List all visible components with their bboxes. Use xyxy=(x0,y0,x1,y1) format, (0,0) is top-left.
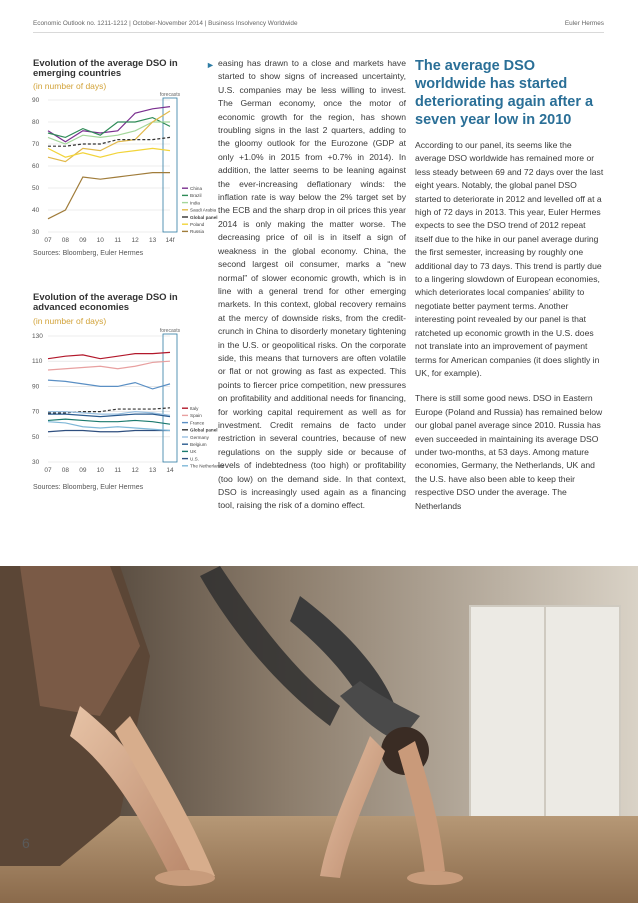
yoga-photo xyxy=(0,566,638,903)
legend-label: Brazil xyxy=(190,193,202,199)
legend-label: Saudi Arabia xyxy=(190,207,217,213)
y-tick-label: 130 xyxy=(32,333,43,340)
chart2-subtitle: (in number of days) xyxy=(33,316,107,326)
y-tick-label: 30 xyxy=(32,229,40,236)
legend-label: Poland xyxy=(190,222,205,227)
y-tick-label: 90 xyxy=(32,383,40,391)
x-tick-label: 08 xyxy=(61,237,70,244)
y-tick-label: 30 xyxy=(32,459,40,466)
chart1-subtitle: (in number of days) xyxy=(33,81,107,91)
x-tick-label: 09 xyxy=(79,237,87,244)
x-tick-label: 07 xyxy=(44,237,52,244)
y-tick-label: 50 xyxy=(32,433,40,441)
legend-label: Germany xyxy=(190,434,209,440)
legend-label: Spain xyxy=(190,413,202,419)
legend-label: Global panel xyxy=(190,427,218,433)
forecast-label: forecasts xyxy=(159,328,181,334)
header-divider xyxy=(33,32,604,33)
x-tick-label: 09 xyxy=(79,467,87,474)
series-line xyxy=(48,412,170,416)
series-line xyxy=(48,118,170,138)
x-tick-label: 11 xyxy=(114,237,122,244)
page-number: 6 xyxy=(22,835,30,851)
right-column xyxy=(415,57,604,513)
chart1-source: Sources: Bloomberg, Euler Hermes xyxy=(33,250,144,257)
y-tick-label: 40 xyxy=(32,207,40,214)
series-line xyxy=(48,380,170,389)
y-tick-label: 110 xyxy=(32,358,43,366)
chart1-plot xyxy=(28,92,218,247)
legend-label: Russia xyxy=(190,229,205,235)
y-tick-label: 70 xyxy=(32,141,40,148)
y-tick-label: 50 xyxy=(32,185,40,192)
chart2-plot xyxy=(28,328,224,480)
y-tick-label: 90 xyxy=(32,97,40,104)
running-header: Economic Outlook no. 1211-1212 | October-November 2014 | Business Insolvency Worldwide xyxy=(33,20,298,27)
y-tick-label: 70 xyxy=(32,408,40,416)
publisher-name: Euler Hermes xyxy=(564,20,604,27)
chart1-title: Evolution of the average DSO in emerging countries xyxy=(33,58,178,79)
series-line xyxy=(48,173,170,219)
x-tick-label: 11 xyxy=(114,467,122,474)
legend-label: The Netherlands xyxy=(190,463,224,469)
bullet-arrow-icon: ► xyxy=(206,60,215,70)
section-title: The average DSO worldwide has started deteriorating again after a seven year low in 2010 xyxy=(415,58,594,128)
x-tick-label: 10 xyxy=(96,467,104,474)
middle-column xyxy=(218,57,406,513)
y-tick-label: 80 xyxy=(32,119,40,126)
series-line xyxy=(48,431,170,432)
forecast-box xyxy=(163,98,177,232)
series-line xyxy=(48,148,170,157)
forecast-label: forecasts xyxy=(159,92,181,98)
legend-label: Global panel xyxy=(190,214,218,220)
legend-label: France xyxy=(190,420,205,426)
series-line xyxy=(48,361,170,370)
x-tick-label: 07 xyxy=(44,467,52,474)
x-tick-label: 12 xyxy=(131,467,139,474)
legend-label: UK xyxy=(190,449,197,455)
y-tick-label: 60 xyxy=(32,163,40,170)
legend-label: U.S. xyxy=(190,456,199,462)
chart2-title: Evolution of the average DSO in advanced economies xyxy=(33,292,178,313)
chart2-source: Sources: Bloomberg, Euler Hermes xyxy=(33,484,144,491)
right-paragraph-1: According to our panel, its seems like the average DSO worldwide has remained more or less steady between 69 and 72 days over the last eight years. Notably, the global panel DSO started to deteriorate in 2012 and levelled off at a high of 72 days in 2013. This year, Euler Hermes expects to see the DSO trend of 2012 repeat itself due to the hike in our panel average during the first semester, increasing by roughly one additional day to 73 days. This trend is partly due to a lingering slowdown of European economies, which deteriorates local companies’ ability to negotiate better payment terms. Another interesting point revealed by our panel is that ratcheted up economic growth in the U.S. does not translate into an improvement of payment terms for American companies (it does slightly in UK, for example). xyxy=(415,140,604,378)
x-tick-label: 14f xyxy=(165,237,175,244)
x-tick-label: 12 xyxy=(131,237,139,244)
series-line xyxy=(48,422,170,431)
x-tick-label: 14 xyxy=(166,467,174,474)
x-tick-label: 13 xyxy=(148,237,157,244)
middle-paragraph: easing has drawn to a close and markets have started to show signs of increased uncertainty, U.S. companies may be less willing to invest. The German economy, once the motor of economic growth for the region, has shown troubling signs in the last 2 quarters, adding to the gloomy outlook for the Eurozone (GDP at only +1.0% in 2015 from +0.7% in 2014). In addition, the latter seems to be leaning against the ever-increasing deflationary winds: the inflation rate is way below the 2% target set by the ECB and the sharp drop in oil prices this year 2014 is only making the matter worse. The decreasing price of oil is in itself a sign of weakness in the global economy. China, the second largest oil consumer, marks a “new normal” of slower economic growth, which is in line with a general trend for other emerging markets. In this context, global recovery remains at the mercy of downside risks, from the credit-crunch in China to disorderly monetary tightening in the U.S. or geopolitical risks. On the corporate side, this means that turnovers are often volatile or flat or not growing as fast as expected. This points to fiercer price competition, new pressures on profitability and additional needs for financing, for working capital requirement as well as for investment. Credit remains de facto under restriction in several countries, because of new regulations on the supply side or because of levels of indebtedness (too high) or profitability (too low) on the demand side. In that context, DSO is increasingly used again as a financing tool, raising the risk of a domino effect. xyxy=(218,58,406,511)
x-tick-label: 08 xyxy=(61,467,70,474)
x-tick-label: 10 xyxy=(96,237,104,244)
legend-label: China xyxy=(190,186,203,191)
series-line xyxy=(48,352,170,358)
x-tick-label: 13 xyxy=(148,467,157,474)
legend-label: Italy xyxy=(190,406,199,411)
legend-label: Belgium xyxy=(190,442,207,447)
right-paragraph-2: There is still some good news. DSO in Eastern Europe (Poland and Russia) has remained below our global panel average since 2010. Russia has even succeeded in maintaining its average DSO under two-months, at 53 days. Among mature economies, Germany, the Netherlands, UK and the U.S. have also been able to keep their respective DSO under the average. The Netherlands xyxy=(415,393,603,511)
legend-label: India xyxy=(190,200,200,206)
